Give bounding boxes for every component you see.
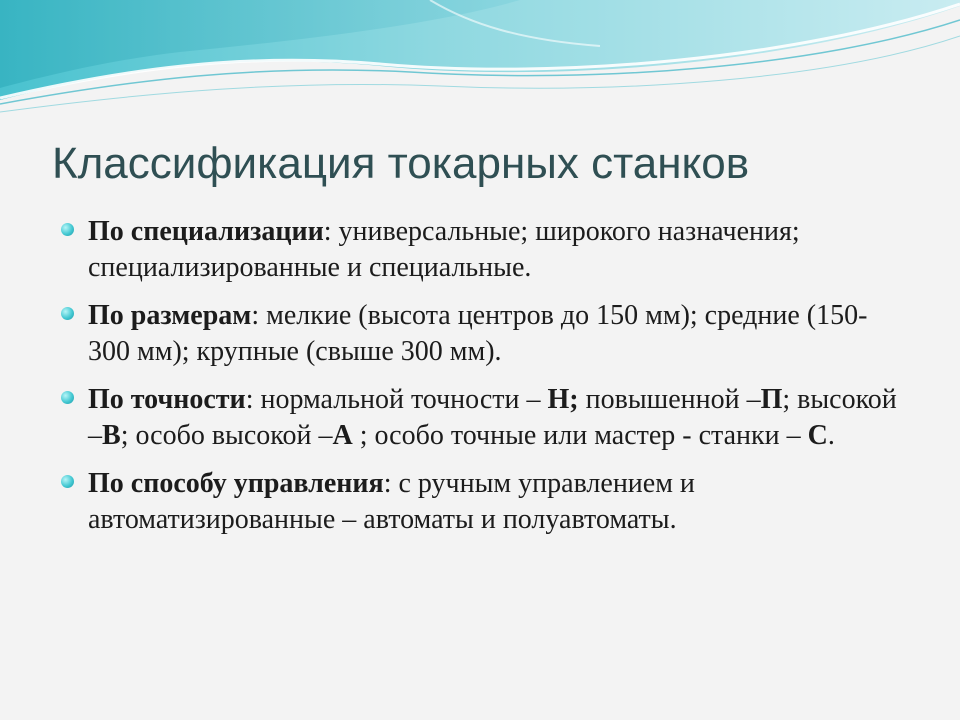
bullet-bold-text: По размерам xyxy=(88,300,252,331)
bullet-item xyxy=(58,298,908,370)
bullet-text: ; особо высокой – xyxy=(120,420,333,451)
bullet-bold-text: Н; xyxy=(547,384,579,415)
bullet-item xyxy=(58,466,908,538)
bullet-text: : нормальной точности – xyxy=(245,384,548,415)
bullet-bold-text: По специализации xyxy=(88,216,324,247)
bullet-dot-icon xyxy=(61,475,74,488)
bullet-bold-text: С xyxy=(807,420,828,451)
slide-title: Классификация токарных станков xyxy=(52,139,750,188)
bullet-text: . xyxy=(827,420,835,451)
bullet-text: : мелкие (высота центров до 150 мм); средние (150-300 мм); крупные (свыше 300 мм). xyxy=(88,300,868,367)
bullet-text: повышенной – xyxy=(578,384,761,415)
bullet-dot-icon xyxy=(61,391,74,404)
bullet-text: ; особо точные или мастер - станки – xyxy=(352,420,808,451)
bullet-text: : с ручным управлением и автоматизированные – автоматы и полуавтоматы. xyxy=(88,468,695,535)
bullet-bold-text: По точности xyxy=(88,384,246,415)
bullet-dot-icon xyxy=(61,307,74,320)
bullet-bold-text: А xyxy=(332,420,353,451)
bullet-text: : универсальные; широкого назначения; специализированные и специальные. xyxy=(88,216,800,283)
bullet-list xyxy=(58,214,908,550)
bullet-item xyxy=(58,382,908,454)
bullet-bold-text: По способу управления xyxy=(88,468,384,499)
bullet-bold-text: В xyxy=(102,420,121,451)
bullet-text: ; высокой – xyxy=(88,384,897,451)
bullet-bold-text: П xyxy=(760,384,783,415)
wave-header-decoration xyxy=(0,0,960,130)
bullet-item xyxy=(58,214,908,286)
bullet-dot-icon xyxy=(61,223,74,236)
